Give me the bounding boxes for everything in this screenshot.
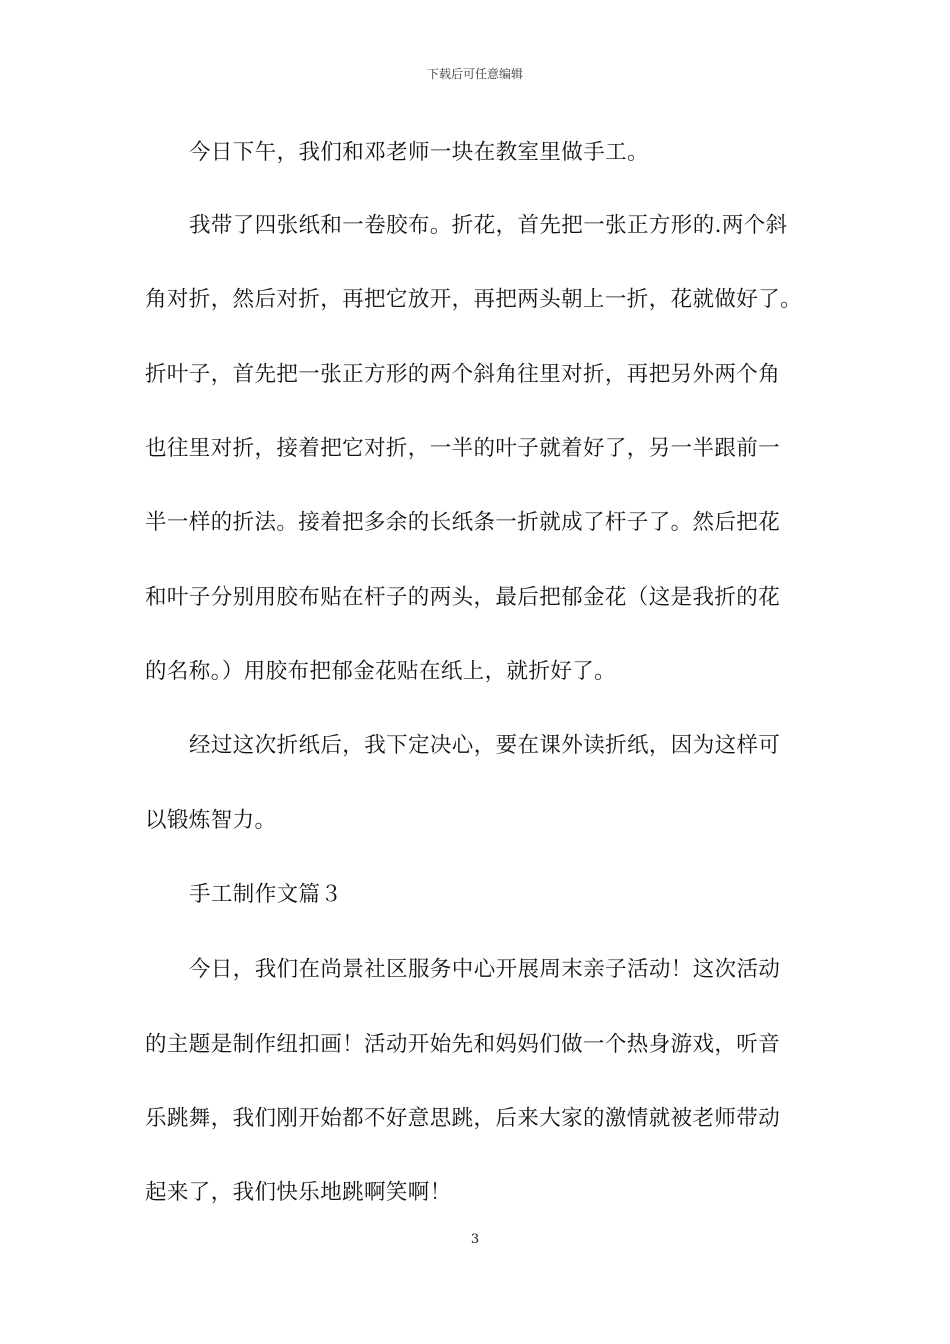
paragraph-line: 的主题是制作纽扣画！活动开始先和妈妈们做一个热身游戏，听音	[145, 1032, 781, 1057]
paragraph-line: 折叶子，首先把一张正方形的两个斜角往里对折，再把另外两个角	[145, 362, 781, 387]
paragraph-line: 的名称。）用胶布把郁金花贴在纸上，就折好了。	[145, 659, 617, 684]
paragraph-line: 和叶子分别用胶布贴在杆子的两头，最后把郁金花（这是我折的花	[145, 585, 781, 610]
paragraph-line: 半一样的折法。接着把多余的长纸条一折就成了杆子了。然后把花	[145, 510, 781, 535]
paragraph-line: 今日下午，我们和邓老师一块在教室里做手工。	[189, 140, 649, 165]
paragraph-line: 我带了四张纸和一卷胶布。折花，首先把一张正方形的.两个斜	[189, 213, 788, 238]
paragraph-line: 以锻炼智力。	[145, 808, 277, 833]
paragraph-line: 也往里对折，接着把它对折，一半的叶子就着好了，另一半跟前一	[145, 436, 781, 461]
paragraph-line: 今日，我们在尚景社区服务中心开展周末亲子活动！这次活动	[189, 957, 781, 982]
page-header: 下载后可任意编辑	[426, 67, 523, 81]
paragraph-line: 角对折，然后对折，再把它放开，再把两头朝上一折，花就做好了。	[145, 287, 803, 312]
section-heading: 手工制作文篇３	[189, 882, 343, 907]
paragraph-line: 起来了，我们快乐地跳啊笑啊！	[145, 1180, 452, 1205]
page-number: 3	[470, 1232, 480, 1247]
paragraph-line: 乐跳舞，我们刚开始都不好意思跳，后来大家的激情就被老师带动	[145, 1106, 781, 1131]
paragraph-line: 经过这次折纸后，我下定决心，要在课外读折纸，因为这样可	[189, 733, 781, 758]
